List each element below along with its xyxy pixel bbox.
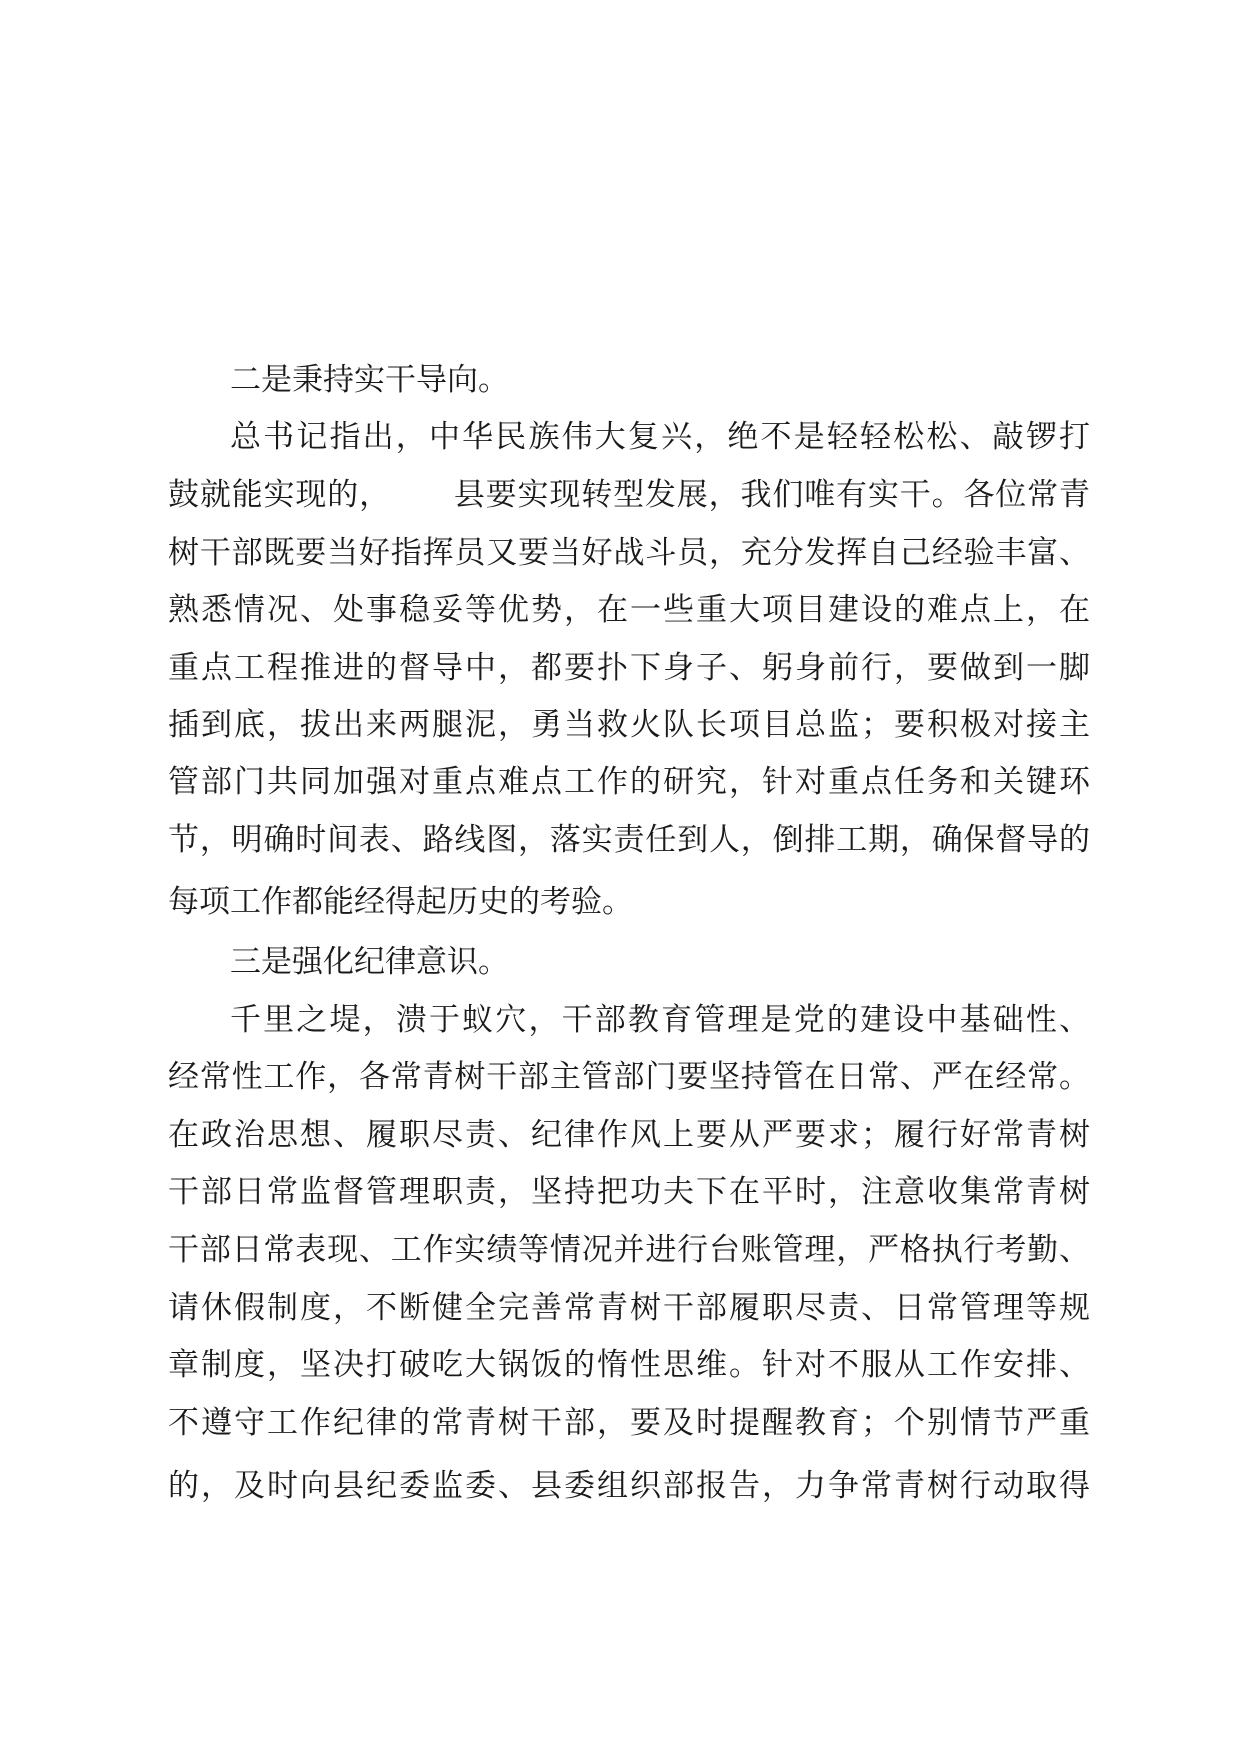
paragraph-2-line-1: 千里之堤，溃于蚁穴，干部教育管理是党的建设中基础性、: [230, 1002, 1090, 1038]
paragraph-2-line-2: 经常性工作，各常青树干部主管部门要坚持管在日常、严在经常。: [168, 1059, 1090, 1095]
paragraph-1-line-9: 每项工作都能经得起历史的考验。: [168, 884, 633, 920]
paragraph-1-line-3: 树干部既要当好指挥员又要当好战斗员，充分发挥自己经验丰富、: [168, 535, 1090, 571]
paragraph-1-line-1: 总书记指出，中华民族伟大复兴，绝不是轻轻松松、敲锣打: [230, 419, 1090, 455]
paragraph-2-line-5: 干部日常表现、工作实绩等情况并进行台账管理，严格执行考勤、: [168, 1232, 1090, 1268]
paragraph-1-line-5: 重点工程推进的督导中，都要扑下身子、躬身前行，要做到一脚: [168, 650, 1090, 686]
paragraph-2-line-3: 在政治思想、履职尽责、纪律作风上要从严要求；履行好常青树: [168, 1117, 1090, 1153]
paragraph-1-line-2: [168, 475, 1090, 515]
paragraph-2-line-6: 请休假制度，不断健全完善常青树干部履职尽责、日常管理等规: [168, 1290, 1090, 1326]
paragraph-2-line-7: 章制度，坚决打破吃大锅饭的惰性思维。针对不服从工作安排、: [168, 1347, 1090, 1383]
paragraph-2-line-4: 干部日常监督管理职责，坚持把功夫下在平时，注意收集常青树: [168, 1174, 1090, 1210]
section-heading-3: 三是强化纪律意识。: [230, 944, 509, 980]
paragraph-1-line-8: 节，明确时间表、路线图，落实责任到人，倒排工期，确保督导的: [168, 822, 1090, 858]
paragraph-1-line-4: 熟悉情况、处事稳妥等优势，在一些重大项目建设的难点上，在: [168, 592, 1090, 628]
paragraph-1-line-2-part-2: 县要实现转型发展，我们唯有实干。各位常青: [452, 477, 1090, 513]
paragraph-1-line-7: 管部门共同加强对重点难点工作的研究，针对重点任务和关键环: [168, 764, 1090, 800]
paragraph-1-line-6: 插到底，拔出来两腿泥，勇当救火队长项目总监；要积极对接主: [168, 707, 1090, 743]
paragraph-2-line-8: 不遵守工作纪律的常青树干部，要及时提醒教育；个别情节严重: [168, 1405, 1090, 1441]
section-heading-2: 二是秉持实干导向。: [230, 362, 509, 398]
paragraph-2-line-9: 的，及时向县纪委监委、县委组织部报告，力争常青树行动取得: [168, 1468, 1090, 1504]
paragraph-1-line-2-part-1: 鼓就能实现的，: [168, 477, 391, 513]
